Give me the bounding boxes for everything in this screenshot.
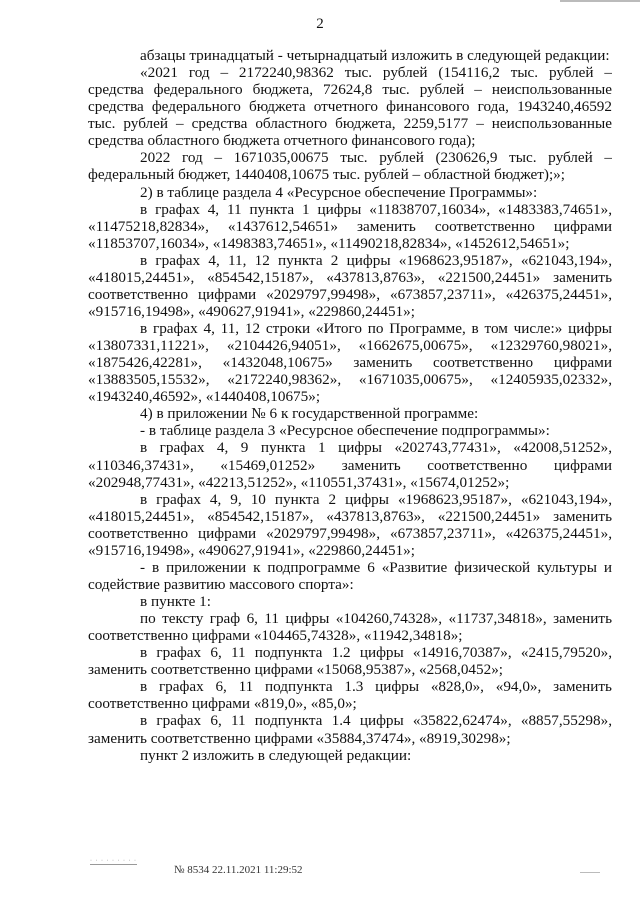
text-line: «915716,19498», «490627,91941», «229860,24451»; [88,541,415,559]
paragraph [88,491,612,559]
text-line: «110346,37431», «15469,01252» заменить соответственно цифрами [88,456,612,474]
text-line: «1875426,42281», «1432048,10675» заменить соответственно цифрами [88,354,612,372]
paragraph [88,712,612,746]
text-line: содействие развитию массового спорта»: [88,575,354,593]
paragraph [88,439,612,490]
text-line: в графах 4, 11, 12 строки «Итого по Программе, в том числе:» цифры [140,320,612,337]
text-line: 2) в таблице раздела 4 «Ресурсное обеспечение Программы»: [140,183,538,201]
text-line: в графах 4, 9 пункта 1 цифры «202743,77431», «42008,51252», [140,439,612,457]
paragraph [88,678,612,712]
text-line: - в приложении к подпрограмме 6 «Развитие физической культуры и [140,558,612,576]
text-line: соответственно цифрами «2029797,99498», «673857,23711», «426375,24451», [88,285,612,303]
paragraph [88,64,612,149]
text-line: средства федерального бюджета, 72624,8 тыс. рублей – неиспользованные [88,81,612,99]
paragraph [88,201,612,252]
paragraph [88,610,612,644]
scan-artifact [580,872,600,873]
paragraph [88,47,612,64]
text-line: «11853707,16034», «1498383,74651», «11490218,82834», «1452612,54651»; [88,234,570,252]
paragraph [88,422,612,439]
paragraph [88,184,612,201]
paragraph [88,405,612,422]
text-line: заменить соответственно цифрами «15068,95387», «2568,0452»; [88,661,504,679]
registration-footer: № 8534 22.11.2021 11:29:52 [174,864,303,876]
text-line: 4) в приложении № 6 к государственной программе: [140,405,479,423]
page-number: 2 [316,16,324,32]
text-line: - в таблице раздела 3 «Ресурсное обеспечение подпрограммы»: [140,422,550,440]
text-line: пункт 2 изложить в следующей редакции: [140,746,412,764]
text-line: в графах 6, 11 подпункта 1.3 цифры «828,0», «94,0», заменить [140,678,612,696]
text-line: «13807331,11221», «2104426,94051», «1662675,00675», «12329760,98021», [88,337,612,355]
text-line: в пункте 1: [140,593,211,610]
text-line: абзацы тринадцатый - четырнадцатый изложить в следующей редакции: [140,47,610,64]
stamp-mark: · · · · · · · · · [90,858,137,864]
text-line: «202948,77431», «42213,51252», «110551,37431», «15674,01252»; [88,473,510,491]
paragraph [88,559,612,593]
text-line: заменить соответственно цифрами «35884,37474», «8919,30298»; [88,729,511,747]
text-line: «11475218,82834», «1437612,54651» заменить соответственно цифрами [88,217,612,235]
text-line: тыс. рублей – средства областного бюджета, 2259,5177 – неиспользованные [88,115,612,133]
document-body [88,47,612,764]
text-line: в графах 4, 9, 10 пункта 2 цифры «1968623,95187», «621043,194», [140,490,612,508]
text-line: «915716,19498», «490627,91941», «229860,24451»; [88,302,415,320]
text-line: «2021 год – 2172240,98362 тыс. рублей (154116,2 тыс. рублей – [140,64,612,82]
text-line: в графах 4, 11, 12 пункта 2 цифры «1968623,95187», «621043,194», [140,251,612,269]
paragraph [88,149,612,183]
text-line: средства областного бюджета отчетного финансового года); [88,132,476,150]
scan-artifact [560,0,640,2]
text-line: в графах 4, 11 пункта 1 цифры «11838707,16034», «1483383,74651», [140,200,612,218]
text-line: соответственно цифрами «2029797,99498», «673857,23711», «426375,24451», [88,524,612,542]
text-line: по тексту граф 6, 11 цифры «104260,74328», «11737,34818», заменить [140,610,612,628]
paragraph [88,252,612,320]
text-line: соответственно цифрами «104465,74328», «11942,34818»; [88,627,463,645]
text-line: «418015,24451», «854542,15187», «437813,8763», «221500,24451» заменить [88,268,612,286]
paragraph [88,593,612,610]
text-line: в графах 6, 11 подпункта 1.2 цифры «14916,70387», «2415,79520», [140,644,612,662]
text-line: федеральный бюджет, 1440408,10675 тыс. рублей – областной бюджет);»; [88,166,565,184]
paragraph [88,320,612,405]
text-line: 2022 год – 1671035,00675 тыс. рублей (230626,9 тыс. рублей – [140,149,612,167]
paragraph [88,747,612,764]
text-line: «1943240,46592», «1440408,10675»; [88,388,321,406]
text-line: соответственно цифрами «819,0», «85,0»; [88,695,357,713]
text-line: средства федерального бюджета отчетного финансового года, 1943240,46592 [88,98,612,116]
text-line: «418015,24451», «854542,15187», «437813,8763», «221500,24451» заменить [88,507,612,525]
text-line: в графах 6, 11 подпункта 1.4 цифры «35822,62474», «8857,55298», [140,712,612,730]
text-line: «13883505,15532», «2172240,98362», «1671035,00675», «12405935,02332», [88,371,612,389]
paragraph [88,644,612,678]
